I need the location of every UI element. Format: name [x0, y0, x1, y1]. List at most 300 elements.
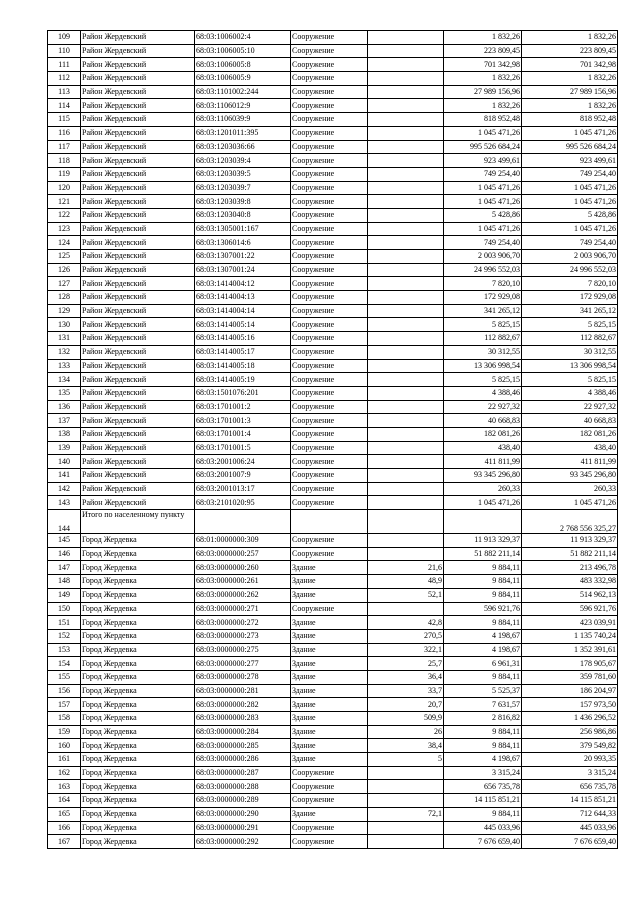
settlement-cell: Район Жердевский — [81, 304, 195, 318]
area-cell — [368, 455, 444, 469]
unit-value-cell: 5 428,86 — [444, 208, 522, 222]
area-cell — [368, 510, 444, 534]
area-cell — [368, 482, 444, 496]
object-type-cell: Сооружение — [291, 602, 368, 616]
unit-value-cell: 4 198,67 — [444, 643, 522, 657]
row-number-cell: 131 — [48, 332, 81, 346]
cadastral-number-cell: 68:03:0000000:290 — [195, 807, 291, 821]
object-type-cell: Сооружение — [291, 72, 368, 86]
row-number-cell: 156 — [48, 684, 81, 698]
table-row — [48, 318, 618, 332]
row-number-cell: 155 — [48, 670, 81, 684]
cadastral-number-cell: 68:03:1203039:5 — [195, 167, 291, 181]
cadastral-number-cell: 68:03:0000000:260 — [195, 561, 291, 575]
table-row — [48, 44, 618, 58]
settlement-cell: Город Жердевка — [81, 602, 195, 616]
area-cell — [368, 359, 444, 373]
row-number-cell: 121 — [48, 195, 81, 209]
area-cell: 48,9 — [368, 575, 444, 589]
object-type-cell: Здание — [291, 684, 368, 698]
area-cell — [368, 400, 444, 414]
object-type-cell: Сооружение — [291, 250, 368, 264]
cadastral-value-cell: 20 993,35 — [522, 753, 618, 767]
object-type-cell: Сооружение — [291, 345, 368, 359]
unit-value-cell: 438,40 — [444, 441, 522, 455]
cadastral-value-cell: 223 809,45 — [522, 44, 618, 58]
area-cell — [368, 236, 444, 250]
settlement-cell: Район Жердевский — [81, 291, 195, 305]
settlement-cell: Город Жердевка — [81, 835, 195, 849]
unit-value-cell: 14 115 851,21 — [444, 794, 522, 808]
row-number-cell: 134 — [48, 373, 81, 387]
settlement-cell: Район Жердевский — [81, 72, 195, 86]
settlement-cell: Район Жердевский — [81, 386, 195, 400]
settlement-cell: Район Жердевский — [81, 58, 195, 72]
row-number-cell: 141 — [48, 469, 81, 483]
cadastral-value-cell: 5 825,15 — [522, 373, 618, 387]
object-type-cell: Здание — [291, 725, 368, 739]
unit-value-cell: 9 884,11 — [444, 670, 522, 684]
settlement-cell: Район Жердевский — [81, 154, 195, 168]
unit-value-cell: 995 526 684,24 — [444, 140, 522, 154]
table-row — [48, 588, 618, 602]
settlement-cell: Район Жердевский — [81, 482, 195, 496]
settlement-cell: Город Жердевка — [81, 629, 195, 643]
settlement-cell: Район Жердевский — [81, 441, 195, 455]
unit-value-cell: 11 913 329,37 — [444, 534, 522, 548]
object-type-cell: Сооружение — [291, 222, 368, 236]
unit-value-cell: 13 306 998,54 — [444, 359, 522, 373]
area-cell — [368, 427, 444, 441]
unit-value-cell: 9 884,11 — [444, 561, 522, 575]
settlement-cell: Город Жердевка — [81, 657, 195, 671]
cadastral-value-cell: 213 496,78 — [522, 561, 618, 575]
object-type-cell: Сооружение — [291, 291, 368, 305]
cadastral-value-cell: 423 039,91 — [522, 616, 618, 630]
row-number-cell: 125 — [48, 250, 81, 264]
object-type-cell: Сооружение — [291, 821, 368, 835]
settlement-cell: Город Жердевка — [81, 753, 195, 767]
object-type-cell: Сооружение — [291, 236, 368, 250]
cadastral-number-cell: 68:03:2001006:24 — [195, 455, 291, 469]
settlement-cell: Город Жердевка — [81, 534, 195, 548]
cadastral-number-cell: 68:03:1201011:395 — [195, 126, 291, 140]
table-row — [48, 99, 618, 113]
table-row — [48, 629, 618, 643]
area-cell — [368, 72, 444, 86]
object-type-cell: Сооружение — [291, 277, 368, 291]
cadastral-value-cell: 51 882 211,14 — [522, 547, 618, 561]
unit-value-cell: 1 832,26 — [444, 72, 522, 86]
table-row — [48, 181, 618, 195]
object-type-cell: Сооружение — [291, 441, 368, 455]
object-type-cell: Здание — [291, 588, 368, 602]
area-cell — [368, 44, 444, 58]
settlement-cell: Район Жердевский — [81, 181, 195, 195]
unit-value-cell: 93 345 296,80 — [444, 469, 522, 483]
settlement-cell: Район Жердевский — [81, 469, 195, 483]
table-row — [48, 154, 618, 168]
area-cell — [368, 250, 444, 264]
cadastral-number-cell: 68:03:1701001:5 — [195, 441, 291, 455]
cadastral-number-cell: 68:03:0000000:277 — [195, 657, 291, 671]
row-number-cell: 167 — [48, 835, 81, 849]
cadastral-number-cell: 68:03:1501076:201 — [195, 386, 291, 400]
cadastral-value-cell: 379 549,82 — [522, 739, 618, 753]
row-number-cell: 136 — [48, 400, 81, 414]
cadastral-value-cell: 1 045 471,26 — [522, 195, 618, 209]
unit-value-cell: 7 820,10 — [444, 277, 522, 291]
row-number-cell: 148 — [48, 575, 81, 589]
area-cell — [368, 821, 444, 835]
settlement-cell: Город Жердевка — [81, 794, 195, 808]
row-number-cell: 117 — [48, 140, 81, 154]
row-number-cell: 116 — [48, 126, 81, 140]
table-row — [48, 126, 618, 140]
settlement-cell: Город Жердевка — [81, 807, 195, 821]
area-cell — [368, 469, 444, 483]
cadastral-number-cell: 68:03:1203036:66 — [195, 140, 291, 154]
settlement-cell: Район Жердевский — [81, 318, 195, 332]
object-type-cell: Здание — [291, 657, 368, 671]
area-cell — [368, 99, 444, 113]
cadastral-value-cell: 2 003 906,70 — [522, 250, 618, 264]
table-row — [48, 208, 618, 222]
row-number-cell: 119 — [48, 167, 81, 181]
cadastral-value-cell: 656 735,78 — [522, 780, 618, 794]
unit-value-cell: 3 315,24 — [444, 766, 522, 780]
table-row — [48, 304, 618, 318]
cadastral-number-cell: 68:03:1414004:14 — [195, 304, 291, 318]
unit-value-cell: 9 884,11 — [444, 739, 522, 753]
unit-value-cell: 30 312,55 — [444, 345, 522, 359]
row-number-cell: 122 — [48, 208, 81, 222]
table-row — [48, 441, 618, 455]
cadastral-number-cell: 68:03:1414004:12 — [195, 277, 291, 291]
row-number-cell: 152 — [48, 629, 81, 643]
cadastral-number-cell: 68:03:0000000:282 — [195, 698, 291, 712]
cadastral-number-cell: 68:01:0000000:309 — [195, 534, 291, 548]
settlement-cell: Город Жердевка — [81, 766, 195, 780]
cadastral-number-cell: 68:03:1101002:244 — [195, 85, 291, 99]
cadastral-number-cell: 68:03:0000000:285 — [195, 739, 291, 753]
area-cell: 270,5 — [368, 629, 444, 643]
object-type-cell: Сооружение — [291, 469, 368, 483]
object-type-cell: Сооружение — [291, 482, 368, 496]
settlement-cell: Район Жердевский — [81, 359, 195, 373]
cadastral-value-cell: 1 045 471,26 — [522, 222, 618, 236]
area-cell: 36,4 — [368, 670, 444, 684]
object-type-cell: Здание — [291, 629, 368, 643]
cadastral-number-cell: 68:03:1701001:4 — [195, 427, 291, 441]
object-type-cell: Здание — [291, 753, 368, 767]
area-cell — [368, 58, 444, 72]
object-type-cell: Сооружение — [291, 181, 368, 195]
object-type-cell: Сооружение — [291, 154, 368, 168]
row-number-cell: 153 — [48, 643, 81, 657]
area-cell: 33,7 — [368, 684, 444, 698]
area-cell — [368, 794, 444, 808]
table-row — [48, 291, 618, 305]
row-number-cell: 143 — [48, 496, 81, 510]
cadastral-value-cell: 182 081,26 — [522, 427, 618, 441]
area-cell — [368, 126, 444, 140]
cadastral-number-cell: 68:03:1305001:167 — [195, 222, 291, 236]
row-number-cell: 115 — [48, 113, 81, 127]
settlement-cell: Район Жердевский — [81, 167, 195, 181]
cadastral-number-cell: 68:03:1006002:4 — [195, 31, 291, 45]
cadastral-number-cell: 68:03:1106012:9 — [195, 99, 291, 113]
cadastral-value-cell: 14 115 851,21 — [522, 794, 618, 808]
cadastral-value-cell: 5 825,15 — [522, 318, 618, 332]
cadastral-value-cell: 818 952,48 — [522, 113, 618, 127]
settlement-cell: Район Жердевский — [81, 250, 195, 264]
unit-value-cell: 6 961,31 — [444, 657, 522, 671]
area-cell — [368, 31, 444, 45]
object-type-cell: Сооружение — [291, 427, 368, 441]
cadastral-number-cell: 68:03:1701001:3 — [195, 414, 291, 428]
table-row — [48, 725, 618, 739]
row-number-cell: 128 — [48, 291, 81, 305]
object-type-cell: Сооружение — [291, 794, 368, 808]
unit-value-cell — [444, 510, 522, 534]
row-number-cell: 157 — [48, 698, 81, 712]
area-cell — [368, 441, 444, 455]
cadastral-value-cell: 172 929,08 — [522, 291, 618, 305]
area-cell — [368, 547, 444, 561]
unit-value-cell: 9 884,11 — [444, 725, 522, 739]
row-number-cell: 126 — [48, 263, 81, 277]
object-type-cell: Сооружение — [291, 766, 368, 780]
cadastral-value-cell: 112 882,67 — [522, 332, 618, 346]
unit-value-cell: 4 198,67 — [444, 629, 522, 643]
cadastral-number-cell: 68:03:1307001:24 — [195, 263, 291, 277]
area-cell — [368, 154, 444, 168]
unit-value-cell: 749 254,40 — [444, 236, 522, 250]
row-number-cell: 112 — [48, 72, 81, 86]
cadastral-number-cell — [195, 510, 291, 534]
unit-value-cell: 2 003 906,70 — [444, 250, 522, 264]
area-cell — [368, 386, 444, 400]
unit-value-cell: 9 884,11 — [444, 807, 522, 821]
cadastral-number-cell: 68:03:0000000:286 — [195, 753, 291, 767]
settlement-cell: Район Жердевский — [81, 44, 195, 58]
table-row — [48, 469, 618, 483]
table-row — [48, 657, 618, 671]
area-cell: 25,7 — [368, 657, 444, 671]
unit-value-cell: 7 676 659,40 — [444, 835, 522, 849]
unit-value-cell: 40 668,83 — [444, 414, 522, 428]
cadastral-value-cell: 1 045 471,26 — [522, 126, 618, 140]
cadastral-number-cell: 68:03:0000000:272 — [195, 616, 291, 630]
object-type-cell: Сооружение — [291, 113, 368, 127]
object-type-cell: Сооружение — [291, 58, 368, 72]
cadastral-number-cell: 68:03:1414005:19 — [195, 373, 291, 387]
unit-value-cell: 1 045 471,26 — [444, 222, 522, 236]
object-type-cell: Здание — [291, 561, 368, 575]
table-row — [48, 277, 618, 291]
area-cell — [368, 602, 444, 616]
cadastral-value-cell: 30 312,55 — [522, 345, 618, 359]
cadastral-value-cell: 749 254,40 — [522, 236, 618, 250]
unit-value-cell: 24 996 552,03 — [444, 263, 522, 277]
table-row — [48, 643, 618, 657]
cadastral-number-cell: 68:03:0000000:284 — [195, 725, 291, 739]
cadastral-number-cell: 68:03:2101020:95 — [195, 496, 291, 510]
table-row — [48, 400, 618, 414]
unit-value-cell: 1 045 471,26 — [444, 496, 522, 510]
settlement-cell: Район Жердевский — [81, 126, 195, 140]
row-number-cell: 111 — [48, 58, 81, 72]
unit-value-cell: 172 929,08 — [444, 291, 522, 305]
table-row — [48, 698, 618, 712]
table-row — [48, 766, 618, 780]
cadastral-value-cell: 1 832,26 — [522, 31, 618, 45]
table-row — [48, 510, 618, 534]
row-number-cell: 154 — [48, 657, 81, 671]
cadastral-value-cell: 93 345 296,80 — [522, 469, 618, 483]
object-type-cell: Сооружение — [291, 400, 368, 414]
table-row — [48, 496, 618, 510]
area-cell — [368, 140, 444, 154]
cadastral-number-cell: 68:03:0000000:283 — [195, 712, 291, 726]
table-row — [48, 72, 618, 86]
settlement-cell: Район Жердевский — [81, 496, 195, 510]
object-type-cell: Сооружение — [291, 547, 368, 561]
cadastral-value-cell: 2 768 556 325,27 — [522, 510, 618, 534]
row-number-cell: 151 — [48, 616, 81, 630]
row-number-cell: 146 — [48, 547, 81, 561]
row-number-cell: 159 — [48, 725, 81, 739]
cadastral-number-cell: 68:03:1414005:16 — [195, 332, 291, 346]
cadastral-number-cell: 68:03:1203039:8 — [195, 195, 291, 209]
cadastral-value-cell: 749 254,40 — [522, 167, 618, 181]
cadastral-value-cell: 5 428,86 — [522, 208, 618, 222]
cadastral-value-cell: 1 045 471,26 — [522, 181, 618, 195]
row-number-cell: 130 — [48, 318, 81, 332]
cadastral-number-cell: 68:03:0000000:275 — [195, 643, 291, 657]
cadastral-value-cell: 40 668,83 — [522, 414, 618, 428]
settlement-cell: Город Жердевка — [81, 739, 195, 753]
table-row — [48, 807, 618, 821]
unit-value-cell: 1 045 471,26 — [444, 126, 522, 140]
unit-value-cell: 2 816,82 — [444, 712, 522, 726]
area-cell — [368, 181, 444, 195]
area-cell: 38,4 — [368, 739, 444, 753]
area-cell: 20,7 — [368, 698, 444, 712]
row-number-cell: 133 — [48, 359, 81, 373]
unit-value-cell: 445 033,96 — [444, 821, 522, 835]
row-number-cell: 160 — [48, 739, 81, 753]
object-type-cell: Сооружение — [291, 304, 368, 318]
settlement-cell: Город Жердевка — [81, 561, 195, 575]
row-number-cell: 118 — [48, 154, 81, 168]
table-row — [48, 427, 618, 441]
cadastral-number-cell: 68:03:0000000:261 — [195, 575, 291, 589]
table-row — [48, 195, 618, 209]
unit-value-cell: 9 884,11 — [444, 588, 522, 602]
settlement-cell: Город Жердевка — [81, 698, 195, 712]
table-row — [48, 222, 618, 236]
object-type-cell: Сооружение — [291, 780, 368, 794]
row-number-cell: 142 — [48, 482, 81, 496]
settlement-cell: Район Жердевский — [81, 455, 195, 469]
cadastral-value-cell: 411 811,99 — [522, 455, 618, 469]
row-number-cell: 135 — [48, 386, 81, 400]
row-number-cell: 161 — [48, 753, 81, 767]
row-number-cell: 139 — [48, 441, 81, 455]
cadastral-value-cell: 341 265,12 — [522, 304, 618, 318]
object-type-cell: Сооружение — [291, 44, 368, 58]
object-type-cell: Сооружение — [291, 195, 368, 209]
table-row — [48, 616, 618, 630]
cadastral-value-cell: 260,33 — [522, 482, 618, 496]
unit-value-cell: 656 735,78 — [444, 780, 522, 794]
table-row — [48, 739, 618, 753]
row-number-cell: 150 — [48, 602, 81, 616]
table-row — [48, 31, 618, 45]
cadastral-number-cell: 68:03:1106039:9 — [195, 113, 291, 127]
object-type-cell: Сооружение — [291, 31, 368, 45]
area-cell — [368, 780, 444, 794]
table-row — [48, 345, 618, 359]
row-number-cell: 149 — [48, 588, 81, 602]
unit-value-cell: 27 989 156,96 — [444, 85, 522, 99]
unit-value-cell: 341 265,12 — [444, 304, 522, 318]
unit-value-cell: 5 525,37 — [444, 684, 522, 698]
area-cell — [368, 318, 444, 332]
row-number-cell: 127 — [48, 277, 81, 291]
row-number-cell: 162 — [48, 766, 81, 780]
row-number-cell: 164 — [48, 794, 81, 808]
table-row — [48, 753, 618, 767]
unit-value-cell: 1 045 471,26 — [444, 195, 522, 209]
table-row — [48, 547, 618, 561]
cadastral-value-cell: 22 927,32 — [522, 400, 618, 414]
object-type-cell: Здание — [291, 643, 368, 657]
cadastral-value-cell: 24 996 552,03 — [522, 263, 618, 277]
area-cell — [368, 304, 444, 318]
object-type-cell: Сооружение — [291, 332, 368, 346]
area-cell: 5 — [368, 753, 444, 767]
cadastral-value-cell: 1 352 391,61 — [522, 643, 618, 657]
table-row — [48, 835, 618, 849]
table-row — [48, 332, 618, 346]
table-row — [48, 455, 618, 469]
unit-value-cell: 596 921,76 — [444, 602, 522, 616]
table-row — [48, 386, 618, 400]
object-type-cell: Здание — [291, 698, 368, 712]
area-cell — [368, 496, 444, 510]
table-row — [48, 250, 618, 264]
unit-value-cell: 4 388,46 — [444, 386, 522, 400]
settlement-cell: Город Жердевка — [81, 575, 195, 589]
area-cell — [368, 291, 444, 305]
cadastral-number-cell: 68:03:1203040:8 — [195, 208, 291, 222]
table-row — [48, 482, 618, 496]
area-cell — [368, 85, 444, 99]
settlement-cell: Район Жердевский — [81, 113, 195, 127]
table-row — [48, 113, 618, 127]
area-cell — [368, 835, 444, 849]
cadastral-value-cell: 712 644,33 — [522, 807, 618, 821]
unit-value-cell: 818 952,48 — [444, 113, 522, 127]
table-row — [48, 780, 618, 794]
settlement-cell: Город Жердевка — [81, 547, 195, 561]
object-type-cell: Сооружение — [291, 99, 368, 113]
settlement-cell: Район Жердевский — [81, 427, 195, 441]
row-number-cell: 138 — [48, 427, 81, 441]
